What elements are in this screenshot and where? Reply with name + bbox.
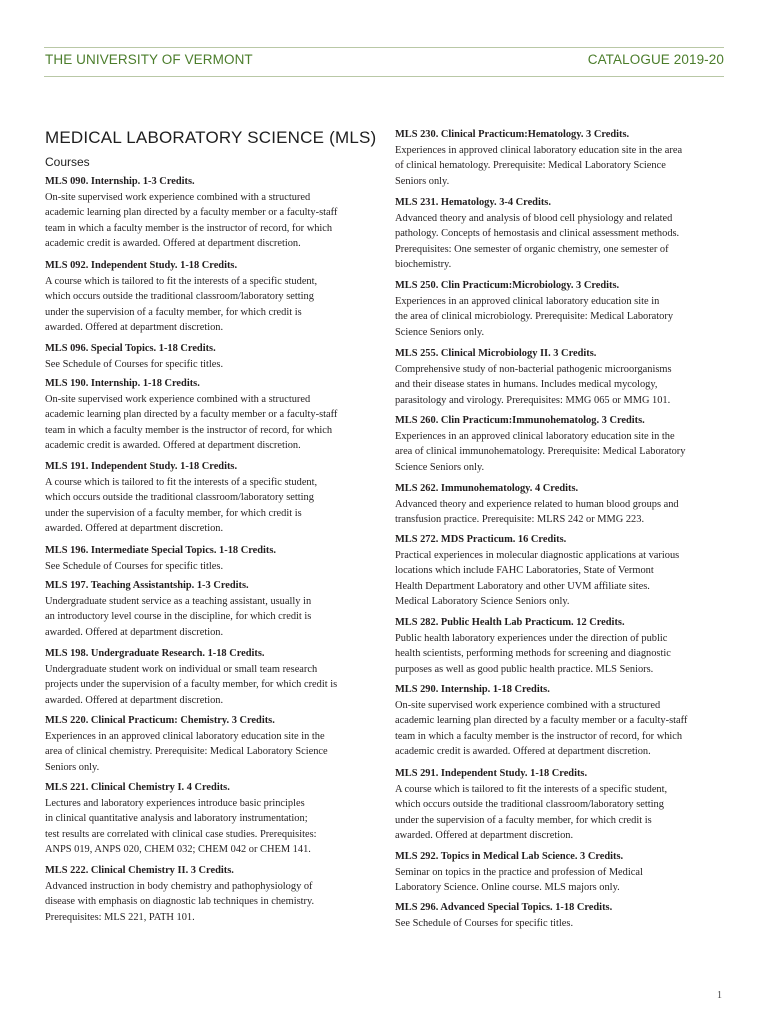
description-line: which occurs outside the traditional classroom/laboratory setting	[395, 799, 664, 810]
course-entry	[395, 127, 682, 189]
course-description	[45, 594, 311, 641]
description-line: health scientists, performing methods for screening and diagnostic	[395, 648, 671, 659]
description-line: of clinical hematology. Prerequisite: Medical Laboratory Science	[395, 160, 666, 171]
course-description	[45, 274, 317, 336]
description-line: Advanced instruction in body chemistry and pathophysiology of	[45, 880, 313, 892]
course-title: MLS 196. Intermediate Special Topics. 1-18 Credits.	[45, 545, 276, 556]
description-line: Experiences in an approved clinical laboratory education site in	[395, 295, 660, 307]
running-header	[44, 47, 724, 77]
description-line: purposes as well as good public health practice. MLS Seniors.	[395, 663, 654, 675]
course-description	[45, 662, 337, 709]
description-line: Seniors only.	[395, 175, 450, 187]
description-line: biochemistry.	[395, 259, 452, 270]
course-description	[395, 548, 679, 610]
description-line: in clinical quantitative analysis and laboratory instrumentation;	[45, 813, 308, 824]
description-line: A course which is tailored to fit the interests of a specific student,	[45, 275, 318, 287]
course-title: MLS 221. Clinical Chemistry I. 4 Credits.	[45, 782, 230, 793]
course-title: MLS 092. Independent Study. 1-18 Credits.	[45, 260, 238, 271]
catalogue-year: CATALOGUE 2019-20	[587, 52, 724, 67]
description-line: the area of clinical microbiology. Prerequisite: Medical Laboratory	[395, 311, 674, 322]
course-title: MLS 197. Teaching Assistantship. 1-3 Credits.	[45, 580, 249, 591]
course-description	[395, 294, 673, 341]
course-entry	[395, 413, 685, 475]
course-title: MLS 231. Hematology. 3-4 Credits.	[395, 197, 551, 208]
description-line: team in which a faculty member is the instructor of record, for which	[395, 730, 683, 742]
section-title: MEDICAL LABORATORY SCIENCE (MLS)	[45, 128, 377, 147]
institution-name: THE UNIVERSITY OF VERMONT	[45, 52, 253, 67]
description-line: awarded. Offered at department discretion.	[45, 694, 224, 706]
description-line: A course which is tailored to fit the interests of a specific student,	[45, 476, 318, 488]
course-title: MLS 090. Internship. 1-3 Credits.	[45, 176, 195, 187]
description-line: Health Department Laboratory and other UVM affiliate sites.	[395, 580, 650, 592]
course-entry	[45, 376, 337, 454]
course-title: MLS 198. Undergraduate Research. 1-18 Credits.	[45, 648, 265, 659]
description-line: Experiences in an approved clinical laboratory education site in the	[395, 430, 675, 442]
course-title: MLS 296. Advanced Special Topics. 1-18 Credits.	[395, 902, 613, 913]
description-line: Laboratory Science. Online course. MLS majors only.	[395, 882, 620, 893]
course-description	[395, 497, 679, 528]
description-line: pathology. Concepts of hemostasis and clinical assessment methods.	[395, 228, 680, 239]
description-line: Practical experiences in molecular diagnostic applications at various	[395, 549, 680, 561]
course-title: MLS 291. Independent Study. 1-18 Credits.	[395, 768, 588, 779]
course-description	[45, 879, 314, 926]
description-line: parasitology and virology. Prerequisites: MMG 065 or MMG 101.	[395, 394, 671, 406]
description-line: area of clinical immunohematology. Prerequisite: Medical Laboratory	[395, 446, 686, 457]
description-line: awarded. Offered at department discretion.	[395, 830, 574, 841]
courses-subhead: Courses	[45, 155, 90, 169]
description-line: area of clinical chemistry. Prerequisite: Medical Laboratory Science	[45, 746, 328, 757]
course-description	[45, 559, 276, 575]
course-entry	[395, 900, 612, 931]
course-description	[395, 916, 612, 932]
course-entry	[45, 543, 276, 574]
course-title: MLS 292. Topics in Medical Lab Science. 3 Credits.	[395, 851, 624, 862]
page-number: 1	[717, 990, 722, 1001]
course-title: MLS 230. Clinical Practicum:Hematology. 3 Credits.	[395, 129, 630, 140]
description-line: Advanced theory and experience related to human blood groups and	[395, 498, 679, 510]
description-line: See Schedule of Courses for specific titles.	[45, 358, 224, 370]
description-line: which occurs outside the traditional classroom/laboratory setting	[45, 291, 314, 302]
course-entry	[395, 346, 672, 408]
description-line: academic credit is awarded. Offered at department discretion.	[45, 238, 301, 249]
description-line: A course which is tailored to fit the interests of a specific student,	[395, 783, 668, 795]
course-entry	[45, 863, 314, 925]
course-description	[395, 143, 682, 190]
description-line: See Schedule of Courses for specific titles.	[395, 917, 574, 929]
course-description	[395, 362, 672, 409]
course-description	[395, 631, 671, 678]
description-line: awarded. Offered at department discretion.	[45, 322, 224, 333]
description-line: Prerequisites: MLS 221, PATH 101.	[45, 911, 195, 923]
course-title: MLS 096. Special Topics. 1-18 Credits.	[45, 343, 216, 354]
description-line: Undergraduate student work on individual or small team research	[45, 663, 318, 675]
description-line: Experiences in an approved clinical laboratory education site in the	[45, 730, 325, 742]
description-line: awarded. Offered at department discretion.	[45, 523, 224, 534]
description-line: On-site supervised work experience combined with a structured	[45, 393, 311, 405]
course-entry	[45, 713, 328, 775]
course-title: MLS 222. Clinical Chemistry II. 3 Credits.	[45, 865, 234, 876]
description-line: Science Seniors only.	[395, 326, 485, 338]
description-line: academic learning plan directed by a faculty member or a faculty-staff	[45, 409, 338, 420]
description-line: under the supervision of a faculty member, for which credit is	[395, 814, 652, 826]
description-line: Medical Laboratory Science Seniors only.	[395, 596, 570, 607]
description-line: Prerequisites: One semester of organic chemistry, one semester of	[395, 243, 669, 255]
description-line: Public health laboratory experiences under the direction of public	[395, 632, 668, 644]
course-description	[45, 475, 317, 537]
course-description	[395, 211, 679, 273]
description-line: Undergraduate student service as a teaching assistant, usually in	[45, 595, 312, 607]
description-line: projects under the supervision of a faculty member, for which credit is	[45, 679, 338, 690]
course-title: MLS 191. Independent Study. 1-18 Credits.	[45, 461, 238, 472]
course-entry	[45, 646, 337, 708]
course-title: MLS 250. Clin Practicum:Microbiology. 3 Credits.	[395, 280, 620, 291]
course-title: MLS 220. Clinical Practicum: Chemistry. 3 Credits.	[45, 715, 275, 726]
course-description	[395, 865, 643, 896]
description-line: Lectures and laboratory experiences introduce basic principles	[45, 797, 305, 809]
description-line: On-site supervised work experience combined with a structured	[395, 699, 661, 711]
course-title: MLS 255. Clinical Microbiology II. 3 Credits.	[395, 348, 597, 359]
description-line: test results are correlated with clinical case studies. Prerequisites:	[45, 828, 317, 840]
course-entry	[395, 766, 667, 844]
description-line: team in which a faculty member is the instructor of record, for which	[45, 424, 333, 436]
description-line: ANPS 019, ANPS 020, CHEM 032; CHEM 042 or CHEM 141.	[45, 844, 311, 855]
description-line: Advanced theory and analysis of blood cell physiology and related	[395, 212, 673, 224]
course-description	[395, 429, 685, 476]
description-line: academic credit is awarded. Offered at department discretion.	[395, 746, 651, 757]
description-line: Experiences in approved clinical laboratory education site in the area	[395, 144, 683, 156]
description-line: and their disease states in humans. Includes medical mycology,	[395, 379, 658, 390]
description-line: Seniors only.	[45, 761, 100, 773]
description-line: transfusion practice. Prerequisite: MLRS 242 or MMG 223.	[395, 514, 645, 525]
description-line: an introductory level course in the discipline, for which credit is	[45, 611, 312, 622]
description-line: disease with emphasis on diagnostic lab techniques in chemistry.	[45, 896, 315, 907]
description-line: Seminar on topics in the practice and profession of Medical	[395, 866, 643, 878]
course-entry	[395, 481, 679, 528]
course-entry	[395, 532, 679, 610]
course-title: MLS 290. Internship. 1-18 Credits.	[395, 684, 550, 695]
course-entry	[395, 195, 679, 273]
course-entry	[395, 682, 687, 760]
course-description	[45, 190, 337, 252]
course-title: MLS 190. Internship. 1-18 Credits.	[45, 378, 200, 389]
description-line: Science Seniors only.	[395, 461, 485, 473]
course-title: MLS 272. MDS Practicum. 16 Credits.	[395, 534, 567, 545]
course-entry	[395, 849, 643, 896]
course-description	[45, 392, 337, 454]
course-description	[45, 729, 328, 776]
course-title: MLS 282. Public Health Lab Practicum. 12 Credits.	[395, 617, 625, 628]
course-entry	[45, 578, 311, 640]
description-line: academic learning plan directed by a faculty member or a faculty-staff	[395, 715, 688, 726]
course-title: MLS 260. Clin Practicum:Immunohematolog. 3 Credits.	[395, 415, 645, 426]
description-line: academic learning plan directed by a faculty member or a faculty-staff	[45, 207, 338, 218]
description-line: On-site supervised work experience combined with a structured	[45, 191, 311, 203]
description-line: awarded. Offered at department discretion.	[45, 626, 224, 638]
course-entry	[395, 278, 673, 340]
course-entry	[45, 174, 337, 252]
course-title: MLS 262. Immunohematology. 4 Credits.	[395, 483, 579, 494]
description-line: under the supervision of a faculty member, for which credit is	[45, 507, 302, 519]
course-entry	[45, 341, 223, 372]
course-entry	[395, 615, 671, 677]
description-line: See Schedule of Courses for specific titles.	[45, 560, 224, 572]
description-line: which occurs outside the traditional classroom/laboratory setting	[45, 492, 314, 503]
course-entry	[45, 258, 317, 336]
description-line: team in which a faculty member is the instructor of record, for which	[45, 222, 333, 234]
course-description	[395, 782, 667, 844]
course-entry	[45, 780, 317, 858]
description-line: under the supervision of a faculty member, for which credit is	[45, 306, 302, 318]
description-line: locations which include FAHC Laboratories, State of Vermont	[395, 565, 654, 576]
description-line: Comprehensive study of non-bacterial pathogenic microorganisms	[395, 363, 672, 375]
course-description	[45, 796, 317, 858]
course-description	[45, 357, 223, 373]
description-line: academic credit is awarded. Offered at department discretion.	[45, 440, 301, 451]
course-entry	[45, 459, 317, 537]
course-description	[395, 698, 687, 760]
